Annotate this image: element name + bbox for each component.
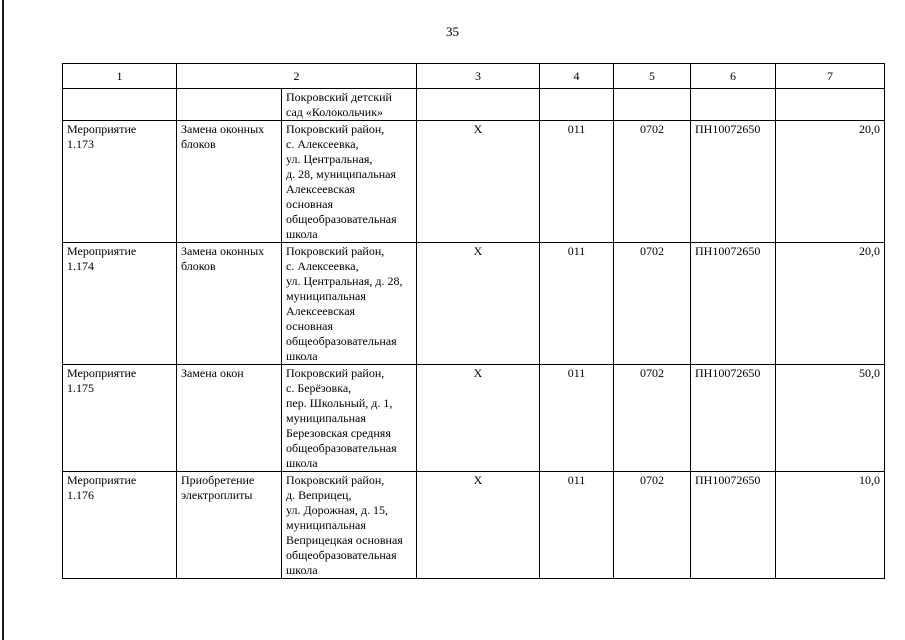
- col3-cell: Х: [417, 472, 540, 579]
- table-header-row: [63, 64, 885, 89]
- col4-cell: 011: [540, 365, 614, 472]
- col5-cell: 0702: [614, 472, 691, 579]
- address-cell: Покровский район, д. Веприцец, ул. Дорожная, д. 15, муниципальная Веприцецкая основная общеобразовательная школа: [282, 472, 417, 579]
- address-cell: Покровский район, с. Алексеевка, ул. Центральная, д. 28, муниципальная Алексеевская основная общеобразовательная школа: [282, 243, 417, 365]
- header-col-5: 5: [614, 64, 691, 89]
- col3-cell: Х: [417, 365, 540, 472]
- col6-cell: ПН10072650: [691, 472, 776, 579]
- amount-cell: 20,0: [776, 121, 885, 243]
- page-number: 35: [446, 24, 459, 39]
- event-cell: Мероприятие 1.173: [63, 121, 177, 243]
- header-col-3: 3: [417, 64, 540, 89]
- table-row: [63, 243, 885, 365]
- col4-cell: [540, 89, 614, 121]
- work-name-cell: Замена оконных блоков: [177, 243, 282, 365]
- header-col-1: 1: [63, 64, 177, 89]
- address-cell: Покровский район, с. Берёзовка, пер. Школьный, д. 1, муниципальная Березовская средняя общеобразовательная школа: [282, 365, 417, 472]
- event-cell: Мероприятие 1.174: [63, 243, 177, 365]
- col6-cell: ПН10072650: [691, 365, 776, 472]
- table-row: [63, 472, 885, 579]
- col5-cell: 0702: [614, 121, 691, 243]
- table-row: [63, 121, 885, 243]
- event-cell: [63, 89, 177, 121]
- amount-cell: [776, 89, 885, 121]
- col4-cell: 011: [540, 472, 614, 579]
- col3-cell: Х: [417, 243, 540, 365]
- col5-cell: 0702: [614, 243, 691, 365]
- work-name-cell: Приобретение электроплиты: [177, 472, 282, 579]
- header-col-7: 7: [776, 64, 885, 89]
- header-col-2: 2: [177, 64, 417, 89]
- col6-cell: [691, 89, 776, 121]
- header-col-6: 6: [691, 64, 776, 89]
- event-cell: Мероприятие 1.176: [63, 472, 177, 579]
- table-row: [63, 365, 885, 472]
- table-row: [63, 89, 885, 121]
- work-name-cell: Замена окон: [177, 365, 282, 472]
- header-col-4: 4: [540, 64, 614, 89]
- page-left-border: [2, 0, 4, 640]
- col5-cell: 0702: [614, 365, 691, 472]
- col6-cell: ПН10072650: [691, 243, 776, 365]
- amount-cell: 10,0: [776, 472, 885, 579]
- address-cell: Покровский район, с. Алексеевка, ул. Центральная, д. 28, муниципальная Алексеевская основная общеобразовательная школа: [282, 121, 417, 243]
- col3-cell: Х: [417, 121, 540, 243]
- work-name-cell: Замена оконных блоков: [177, 121, 282, 243]
- amount-cell: 20,0: [776, 243, 885, 365]
- col3-cell: [417, 89, 540, 121]
- col4-cell: 011: [540, 121, 614, 243]
- col6-cell: ПН10072650: [691, 121, 776, 243]
- address-cell: Покровский детский сад «Колокольчик»: [282, 89, 417, 121]
- col4-cell: 011: [540, 243, 614, 365]
- col5-cell: [614, 89, 691, 121]
- work-name-cell: [177, 89, 282, 121]
- event-cell: Мероприятие 1.175: [63, 365, 177, 472]
- budget-table: [62, 63, 885, 579]
- amount-cell: 50,0: [776, 365, 885, 472]
